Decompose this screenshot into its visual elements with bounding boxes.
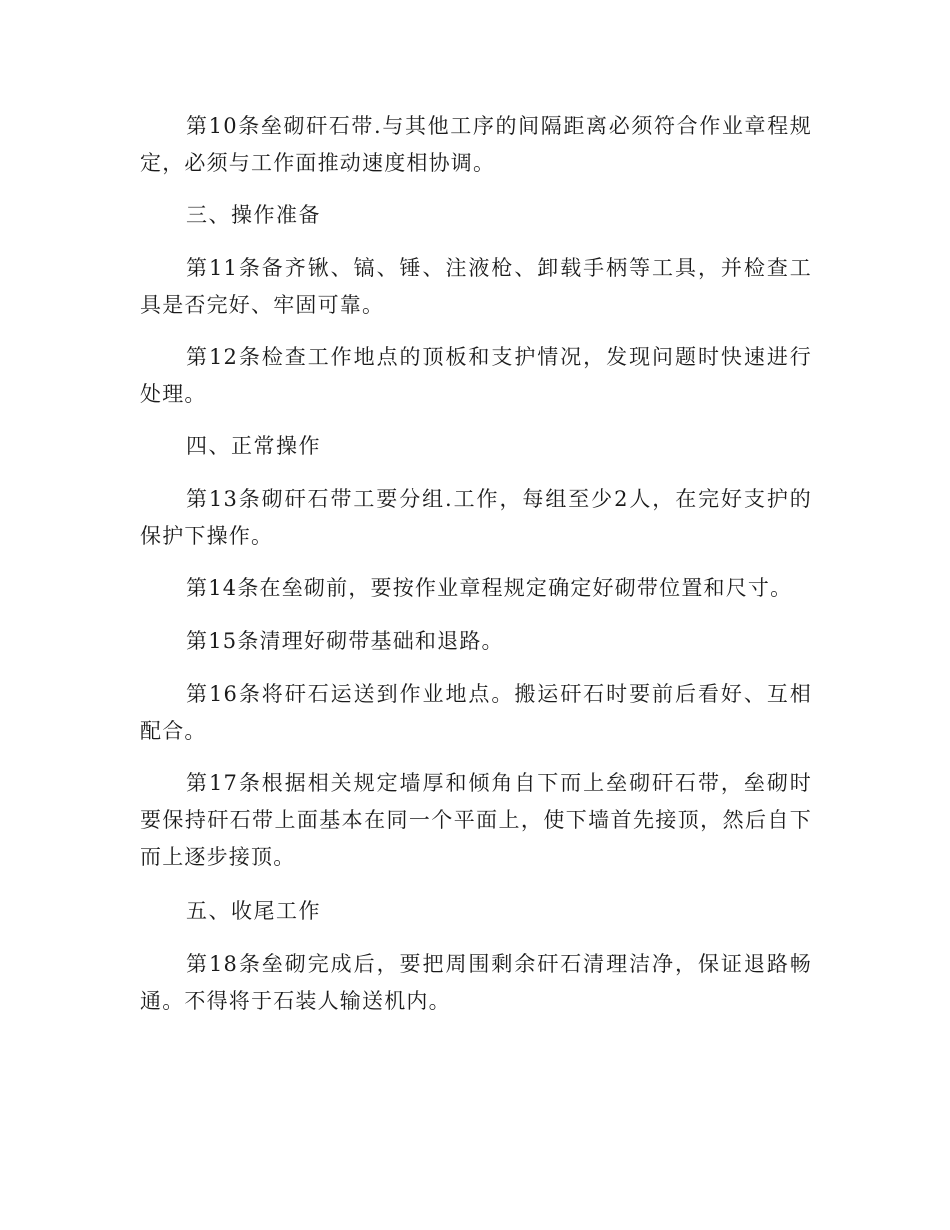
article-13-paragraph: 第13条砌矸石带工要分组.工作，每组至少2人，在完好支护的保护下操作。 [140, 487, 812, 548]
article-17-paragraph: 第17条根据相关规定墙厚和倾角自下而上垒砌矸石带，垒砌时要保持矸石带上面基本在同一个平面上，使下墙首先接顶，然后自下而上逐步接顶。 [140, 771, 812, 869]
article-16-paragraph: 第16条将矸石运送到作业地点。搬运矸石时要前后看好、互相配合。 [140, 682, 812, 743]
article-14-paragraph: 第14条在垒砌前，要按作业章程规定确定好砌带位置和尺寸。 [186, 576, 793, 600]
article-15-paragraph: 第15条清理好砌带基础和退路。 [186, 629, 504, 653]
section-heading-operation-preparation: 三、操作准备 [186, 203, 321, 227]
article-11-paragraph: 第11条备齐锹、镐、锤、注液枪、卸载手柄等工具，并检查工具是否完好、牢固可靠。 [140, 256, 812, 317]
article-18-paragraph: 第18条垒砌完成后，要把周围剩余矸石清理洁净，保证退路畅通。不得将于石装人输送机内。 [140, 952, 812, 1013]
section-heading-closing-work: 五、收尾工作 [186, 899, 321, 923]
article-12-paragraph: 第12条检查工作地点的顶板和支护情况，发现问题时快速进行处理。 [140, 345, 812, 406]
section-heading-normal-operation: 四、正常操作 [186, 434, 321, 458]
article-10-paragraph: 第10条垒砌矸石带.与其他工序的间隔距离必须符合作业章程规定，必须与工作面推动速度相协调。 [140, 114, 812, 175]
